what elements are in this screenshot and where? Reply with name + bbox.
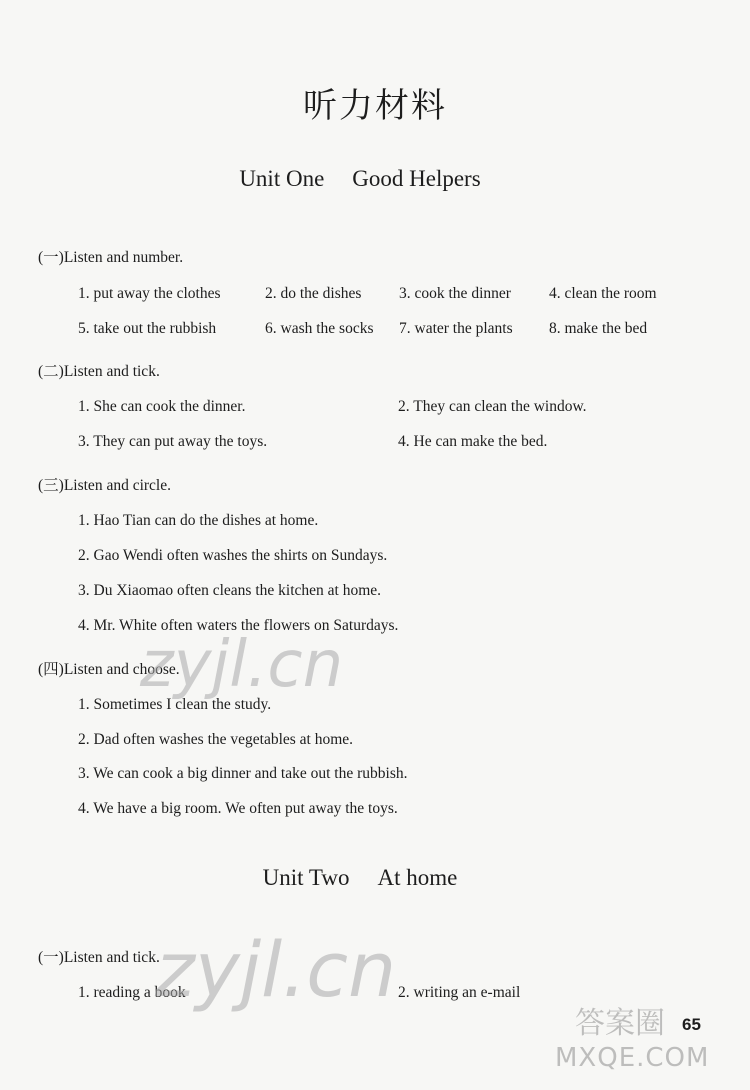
list-item: 2. Gao Wendi often washes the shirts on Sundays. <box>78 547 388 564</box>
site-logo: 答案圈 <box>575 1006 665 1041</box>
list-item: 3. cook the dinner <box>399 285 511 302</box>
list-item: 1. Sometimes I clean the study. <box>78 696 272 713</box>
watermark: zyjl.cn <box>140 628 344 702</box>
list-item: 2. Dad often washes the vegetables at home. <box>78 731 354 748</box>
list-item: 6. wash the socks <box>265 320 374 337</box>
site-logo-domain: MXQE.COM <box>555 1043 710 1073</box>
list-item: 1. Hao Tian can do the dishes at home. <box>78 512 319 529</box>
unit-two-heading <box>0 865 720 891</box>
list-item: 2. writing an e-mail <box>398 984 521 1001</box>
u1-section-1-label: (一)Listen and number. <box>38 249 184 266</box>
unit-two-subtitle: At home <box>377 865 458 890</box>
list-item: 4. clean the room <box>549 285 657 302</box>
list-item: 4. Mr. White often waters the flowers on Saturdays. <box>78 617 399 634</box>
list-item: 4. We have a big room. We often put away the toys. <box>78 800 398 817</box>
unit-two-name: Unit Two <box>262 865 350 890</box>
list-item: 1. She can cook the dinner. <box>78 398 246 415</box>
u1-section-4-label: (四)Listen and choose. <box>38 661 180 678</box>
list-item: 1. reading a book <box>78 984 186 1001</box>
list-item: 3. Du Xiaomao often cleans the kitchen at home. <box>78 582 382 599</box>
list-item: 2. They can clean the window. <box>398 398 587 415</box>
list-item: 5. take out the rubbish <box>78 320 217 337</box>
list-item: 7. water the plants <box>399 320 513 337</box>
u1-section-3-label: (三)Listen and circle. <box>38 477 171 494</box>
u1-section-2-label: (二)Listen and tick. <box>38 363 160 380</box>
list-item: 4. He can make the bed. <box>398 433 548 450</box>
unit-one-subtitle: Good Helpers <box>352 166 481 191</box>
unit-one-heading <box>0 166 720 192</box>
list-item: 2. do the dishes <box>265 285 362 302</box>
list-item: 3. We can cook a big dinner and take out the rubbish. <box>78 765 408 782</box>
page-number: 65 <box>682 1015 701 1034</box>
list-item: 8. make the bed <box>549 320 648 337</box>
watermark: zyjl.cn <box>155 925 397 1014</box>
unit-one-name: Unit One <box>239 166 325 191</box>
list-item: 1. put away the clothes <box>78 285 221 302</box>
u2-section-1-label: (一)Listen and tick. <box>38 949 160 966</box>
list-item: 3. They can put away the toys. <box>78 433 268 450</box>
page-title: 听力材料 <box>303 86 447 126</box>
